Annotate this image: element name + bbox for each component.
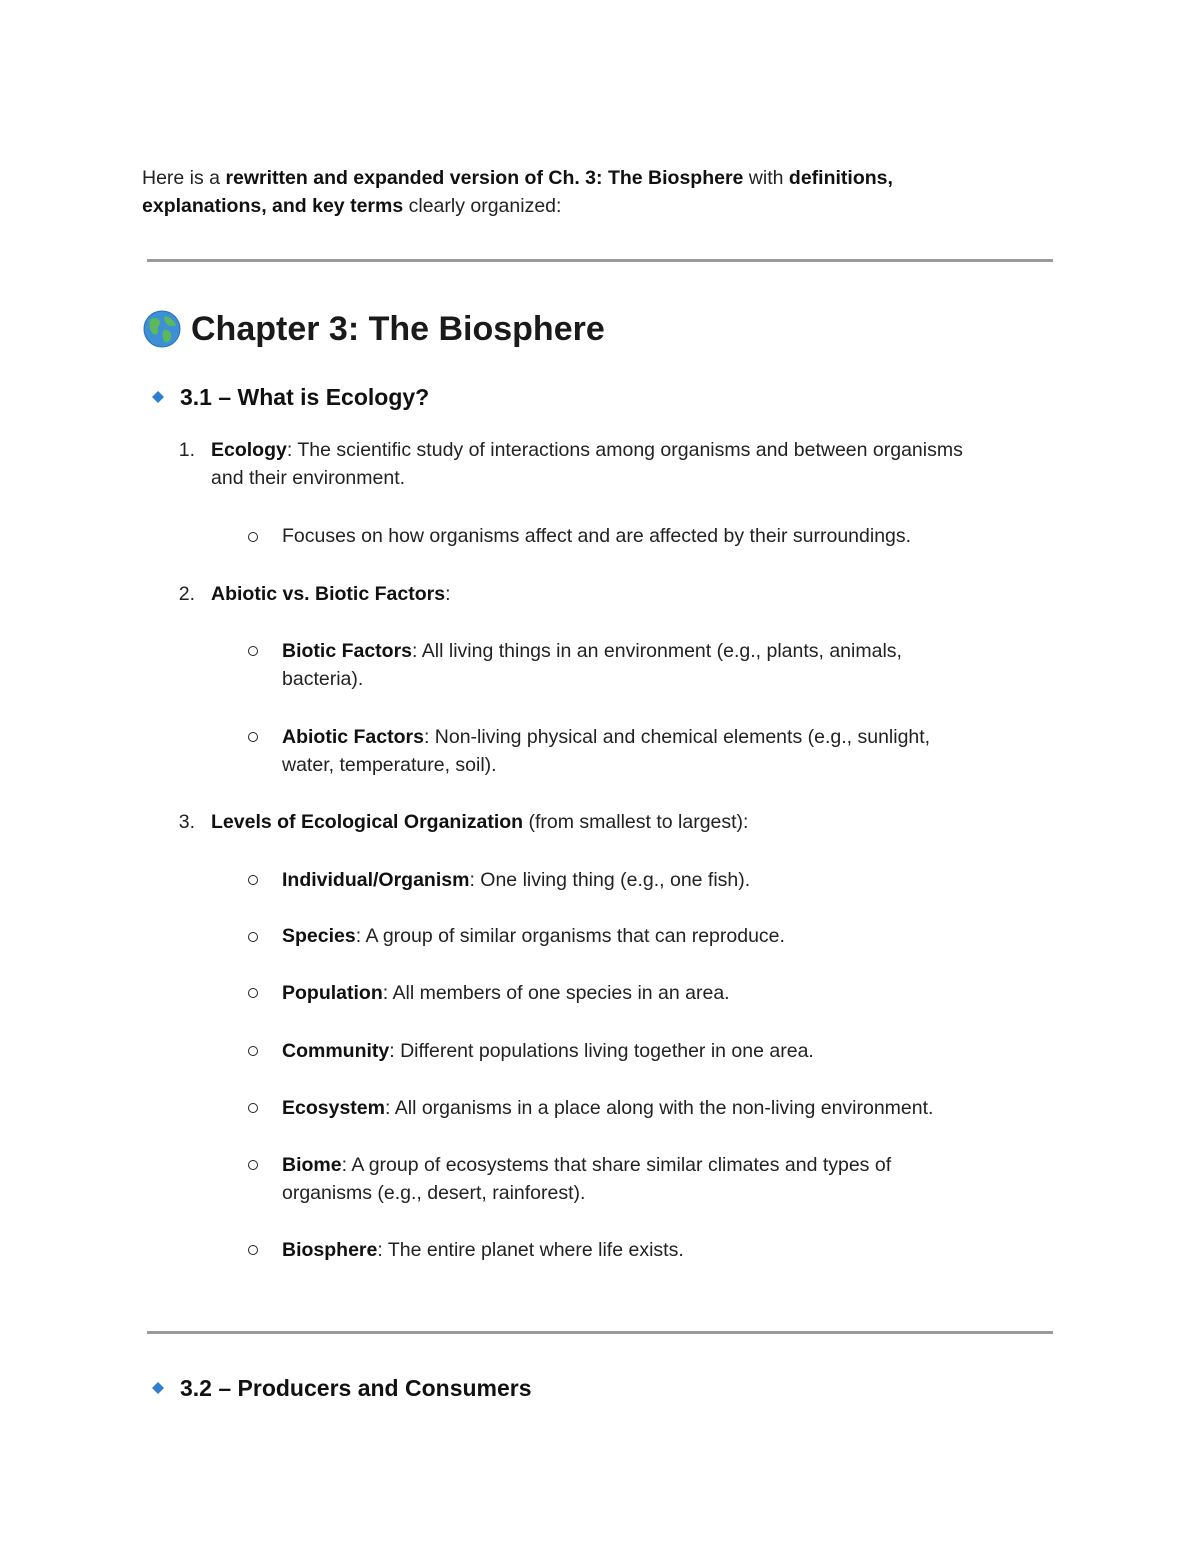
term-definition: : Different populations living together in one area. [389,1040,814,1062]
bullet-circle [248,1160,258,1170]
horizontal-divider [147,1331,1053,1334]
sub-item-ecosystem [282,1094,933,1122]
term-label: Individual/Organism [282,869,470,891]
term-definition: : One living thing (e.g., one fish). [469,869,751,891]
term-definition: : All organisms in a place along with the non-living environment. [384,1097,934,1119]
term-definition: bacteria). [282,668,364,690]
sub-item-abiotic [282,723,1062,779]
term-definition: and their environment. [211,467,406,489]
term-definition: : Non-living physical and chemical elements (e.g., sunlight, [423,726,931,748]
term-definition: : A group of similar organisms that can reproduce. [355,925,785,947]
term-label: Biome [282,1154,342,1176]
bullet-circle [248,1046,258,1056]
term-definition: : The entire planet where life exists. [377,1239,684,1261]
intro-bold: explanations, and key terms [142,195,404,217]
term-label: Species [282,925,356,947]
sub-item-biosphere [282,1236,684,1264]
term-label: Levels of Ecological Organization [211,811,524,833]
bullet-circle [248,532,258,542]
intro-bold: rewritten and expanded version of Ch. 3: The Biosphere [225,167,744,189]
bullet-circle [248,1245,258,1255]
list-item-levels [211,808,748,836]
sub-item-community [282,1037,814,1065]
bullet-circle [248,988,258,998]
term-definition: (from smallest to largest): [523,811,749,833]
globe-icon [143,310,181,348]
term-label: Abiotic vs. Biotic Factors [211,583,446,605]
sub-item-organism [282,866,750,894]
bullet-circle [248,646,258,656]
term-definition: organisms (e.g., desert, rainforest). [282,1182,586,1204]
list-item-ecology [211,436,1091,492]
sub-item: Focuses on how organisms affect and are affected by their surroundings. [282,525,912,547]
intro-text: clearly organized: [403,195,562,217]
intro-bold: definitions, [788,167,893,189]
term-definition: : The scientific study of interactions among organisms and between organisms [286,439,963,461]
sub-item-population [282,979,730,1007]
term-definition: : A group of ecosystems that share similar climates and types of [341,1154,892,1176]
term-definition: : All living things in an environment (e.g., plants, animals, [412,640,902,662]
diamond-icon [152,1382,164,1394]
section-heading-3-1: 3.1 – What is Ecology? [180,384,430,410]
sub-item-biotic [282,637,1062,693]
bullet-circle [248,732,258,742]
section-heading-3-2: 3.2 – Producers and Consumers [180,1375,532,1401]
horizontal-divider [147,259,1053,262]
term-label: Biosphere [282,1239,378,1261]
intro-text: Here is a [142,167,226,189]
sub-item-species [282,922,785,950]
list-number: 1. [178,439,195,461]
term-label: Ecosystem [282,1097,385,1119]
term-label: Population [282,982,383,1004]
bullet-circle [248,932,258,942]
intro-text: with [743,167,789,189]
bullet-circle [248,1103,258,1113]
term-definition: : [445,583,451,605]
term-definition: : All members of one species in an area. [382,982,730,1004]
list-item-factors [211,580,450,608]
intro-paragraph [142,164,1042,220]
term-label: Community [282,1040,390,1062]
diamond-icon [152,391,164,403]
chapter-title: Chapter 3: The Biosphere [191,310,605,348]
sub-item-biome [282,1151,1062,1207]
term-label: Abiotic Factors [282,726,424,748]
list-number: 2. [178,583,195,605]
term-definition: water, temperature, soil). [282,754,497,776]
list-number: 3. [178,811,195,833]
term-label: Ecology [211,439,287,461]
term-label: Biotic Factors [282,640,413,662]
bullet-circle [248,875,258,885]
